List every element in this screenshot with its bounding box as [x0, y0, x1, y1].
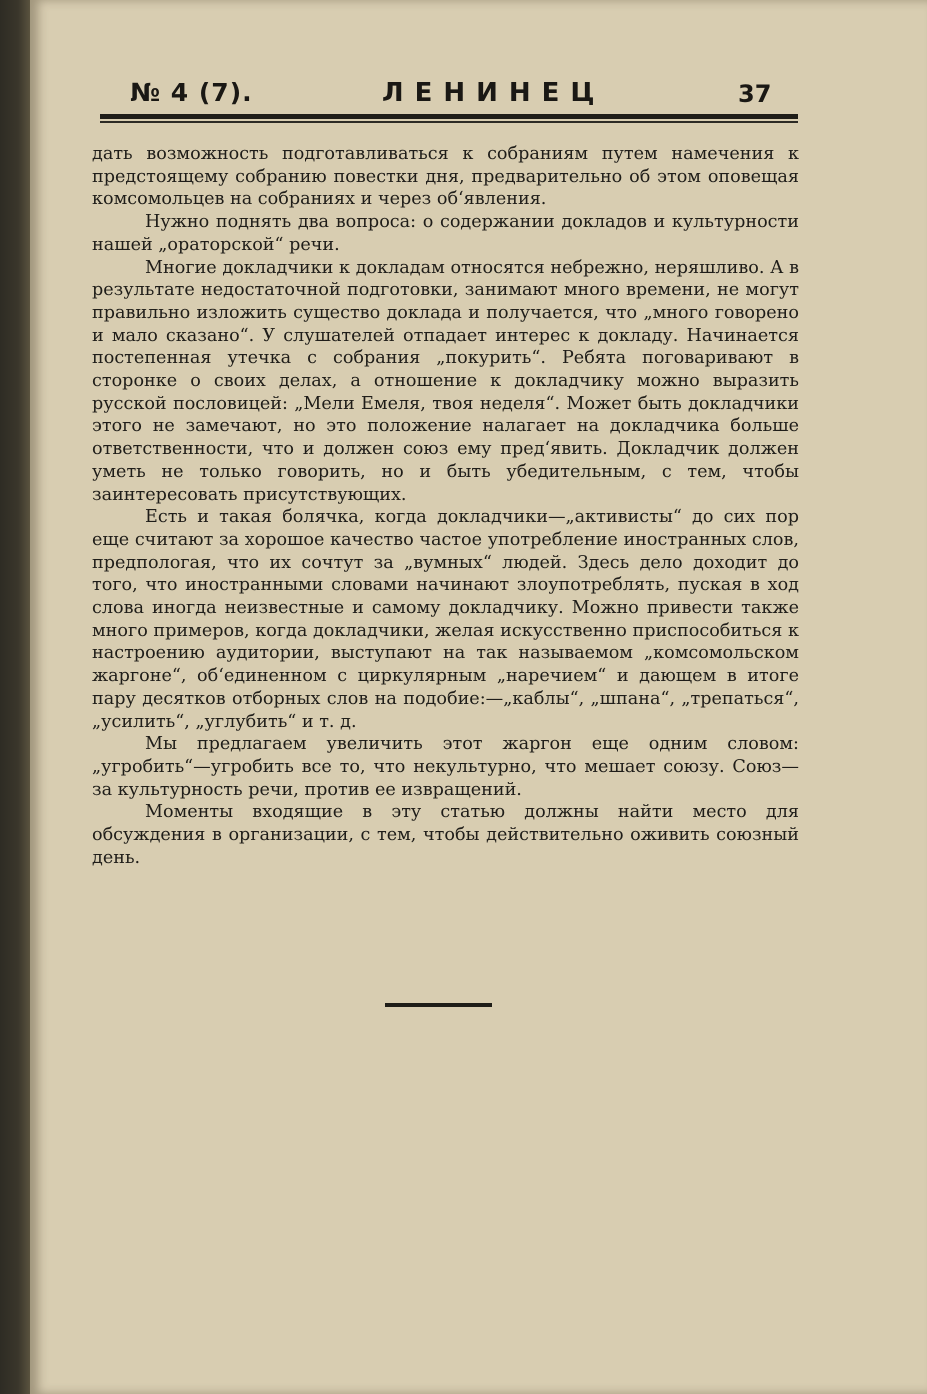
- article-body: [92, 143, 799, 870]
- journal-title: ЛЕНИНЕЦ: [382, 78, 606, 108]
- paragraph-continuation: дать возможность подготавливаться к собраниям путем намечения к предстоящему собранию повестки дня, предварительно об этом оповещая комсомольцев на собраниях и через об‘явления.: [92, 144, 799, 210]
- paragraph: Нужно поднять два вопроса: о содержании докладов и культурности нашей „ораторской“ речи.: [92, 212, 799, 255]
- running-header: [98, 75, 798, 115]
- paragraph: Есть и такая болячка, когда докладчики—„активисты“ до сих пор еще считают за хорошое качество частое употребление иностранных слов, предпологая, что их сочтут за „вумных“ людей. Здесь дело доходит до того, что иностранными словами начинают злоупотреблять, пуская в ход слова иногда неизвестные и самому докладчику. Можно привести также много примеров, когда докладчики, желая искусственно приспособиться к настроению аудитории, выступают на так называемом „комсомольском жаргоне“, об‘единенном с циркулярным „наречием“ и дающем в итоге пару десятков отборных слов на подобие:—„каблы“, „шпана“, „трепаться“, „усилить“, „углубить“ и т. д.: [92, 507, 799, 732]
- paragraph: Моменты входящие в эту статью должны найти место для обсуждения в организации, с тем, чтобы действительно оживить союзный день.: [92, 802, 799, 868]
- page-number: 37: [738, 80, 772, 108]
- header-rule-thin: [100, 121, 798, 123]
- header-rule-thick: [100, 114, 798, 119]
- issue-number: № 4 (7).: [130, 78, 253, 107]
- paragraph: Многие докладчики к докладам относятся небрежно, неряшливо. А в результате недостаточной подготовки, занимают много времени, не могут правильно изложить существо доклада и получается, что „много говорено и мало сказано“. У слушателей отпадает интерес к докладу. Начинается постепенная утечка с собрания „покурить“. Ребята поговаривают в сторонке о своих делах, а отношение к докладчику можно выразить русской пословицей: „Мели Емеля, твоя неделя“. Может быть докладчики этого не замечают, но это положение налагает на докладчика больше ответственности, что и должен союз ему пред‘явить. Докладчик должен уметь не только говорить, но и быть убедительным, с тем, чтобы заинтересовать присутствующих.: [92, 257, 799, 505]
- book-spine-shadow: [0, 0, 30, 1394]
- paragraph: Мы предлагаем увеличить этот жаргон еще одним словом: „угробить“—угробить все то, что некультурно, что мешает союзу. Союз—за культурность речи, против ее извращений.: [92, 734, 799, 800]
- article-end-rule: [385, 1003, 492, 1007]
